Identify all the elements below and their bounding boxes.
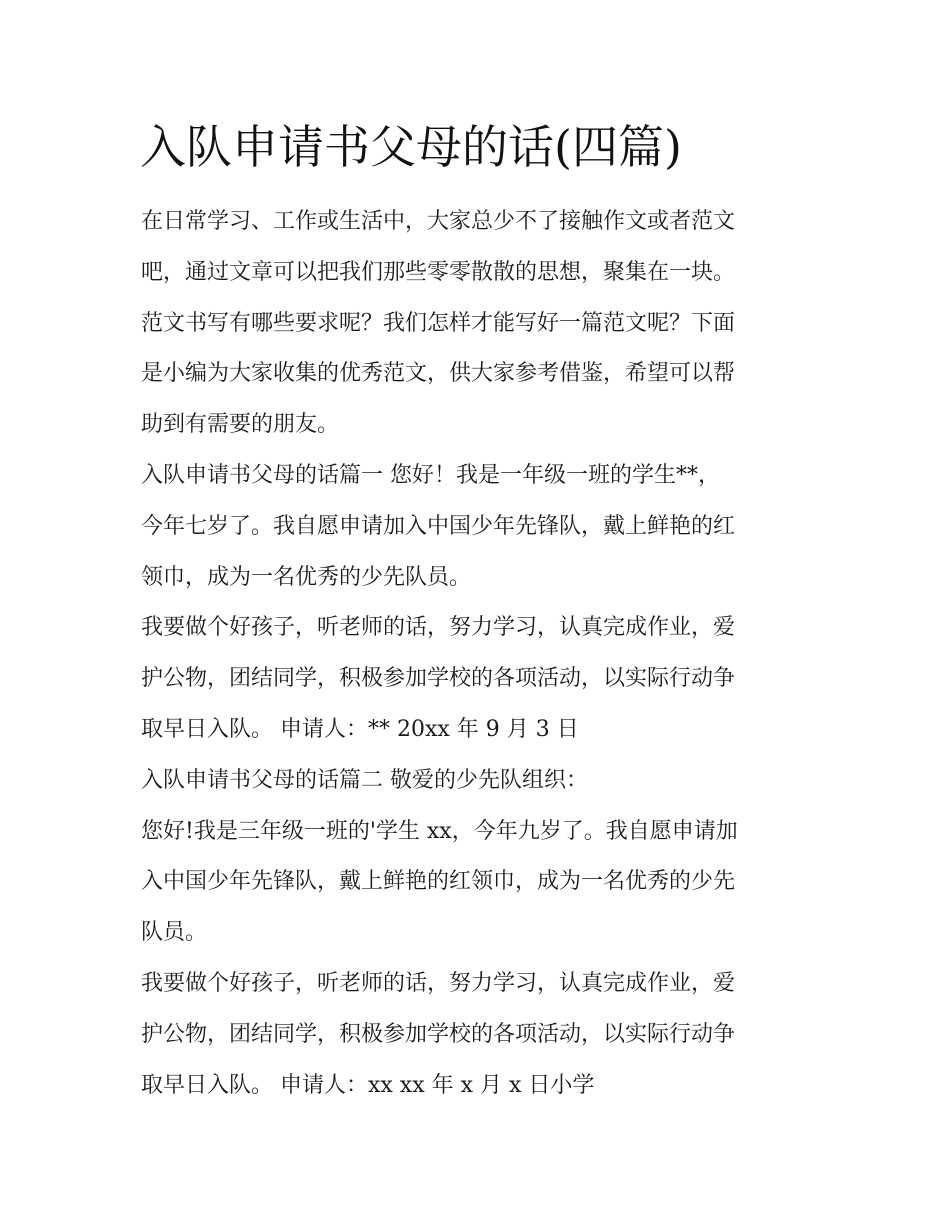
body-line: 队员。 — [141, 920, 208, 946]
body-line: 在日常学习、工作或生活中，大家总少不了接触作文或者范文 — [141, 209, 736, 234]
body-line: 入队申请书父母的话篇二 敬爱的少先队组织： — [141, 767, 588, 793]
body-line: 您好!我是三年级一班的'学生 xx，今年九岁了。我自愿申请加 — [141, 818, 738, 844]
body-line: 今年七岁了。我自愿申请加入中国少年先锋队，戴上鲜艳的红 — [141, 513, 736, 539]
body-line: 是小编为大家收集的优秀范文，供大家参考借鉴，希望可以帮 — [141, 361, 736, 387]
body-line: 入中国少年先锋队，戴上鲜艳的红领巾，成为一名优秀的少先 — [141, 869, 736, 895]
document-title: 入队申请书父母的话(四篇) — [140, 120, 682, 174]
body-line: 领巾，成为一名优秀的少先队员。 — [141, 564, 472, 590]
body-line: 入队申请书父母的话篇一 您好！我是一年级一班的学生**， — [141, 462, 720, 488]
body-line: 我要做个好孩子，听老师的话，努力学习，认真完成作业，爱 — [141, 615, 736, 641]
body-line: 范文书写有哪些要求呢？我们怎样才能写好一篇范文呢？下面 — [141, 310, 736, 336]
body-line: 助到有需要的朋友。 — [141, 412, 340, 438]
body-line: 吧，通过文章可以把我们那些零零散散的思想，聚集在一块。 — [141, 259, 736, 285]
body-line: 护公物，团结同学，积极参加学校的各项活动，以实际行动争 — [141, 1021, 736, 1047]
body-line: 取早日入队。 申请人：xx xx 年 x 月 x 日小学 — [141, 1072, 595, 1098]
body-line: 护公物，团结同学，积极参加学校的各项活动，以实际行动争 — [141, 666, 736, 692]
body-line: 取早日入队。 申请人：** 20xx 年 9 月 3 日 — [141, 716, 579, 742]
body-line: 我要做个好孩子，听老师的话，努力学习，认真完成作业，爱 — [141, 970, 736, 996]
document-body — [141, 197, 821, 1111]
